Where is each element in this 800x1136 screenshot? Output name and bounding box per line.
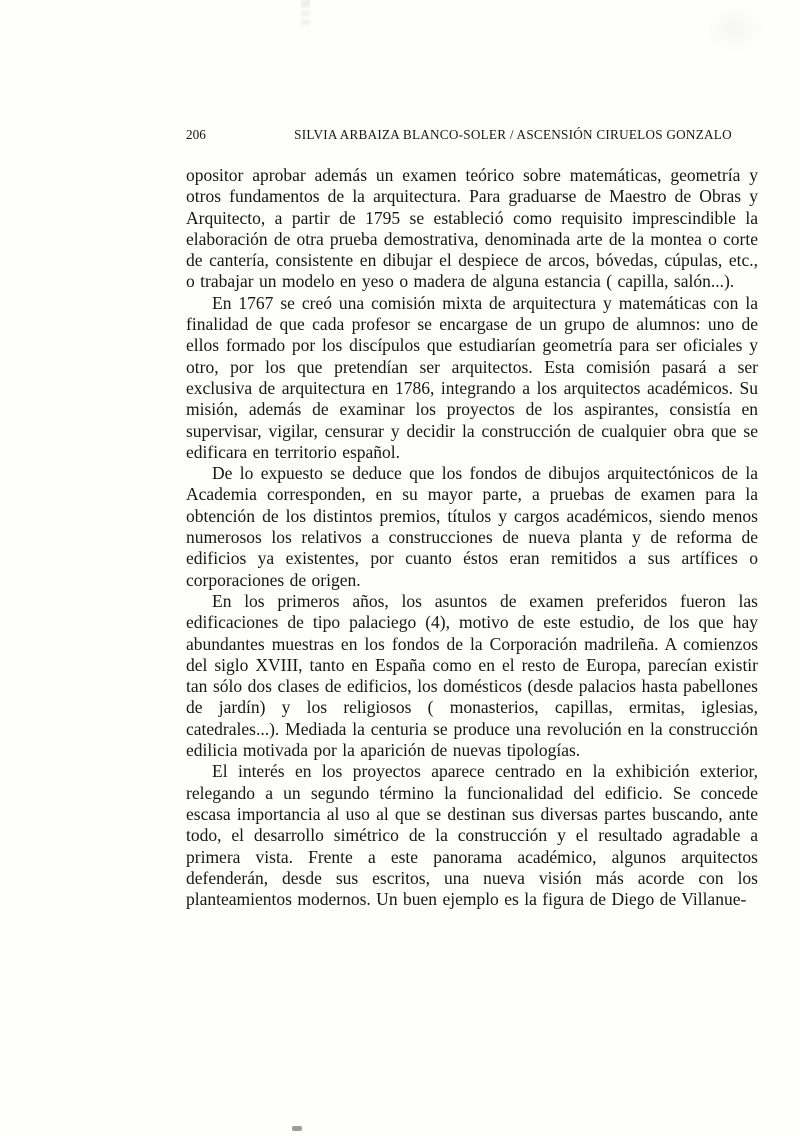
scan-artifact [292,1126,302,1131]
paragraph-3: De lo expuesto se deduce que los fondos de dibujos arquitectónicos de la Academia corresponden, en su mayor parte, a pruebas de examen para la obtención de los distintos premios, títulos y cargos académicos, siendo menos numerosos los relativos a construcciones de nueva planta y de reforma de edificios ya existentes, por cuanto éstos eran remitidos a sus artífices o corporaciones de origen. [186,463,758,590]
scan-artifact [706,6,764,52]
paragraph-1: opositor aprobar además un examen teórico sobre matemáticas, geometría y otros fundamentos de la arquitectura. Para graduarse de Maestro de Obras y Arquitecto, a partir de 1795 se estableció como requisito imprescindible la elaboración de otra prueba demostrativa, denominada arte de la montea o corte de cantería, consistente en dibujar el despiece de arcos, bóvedas, cúpulas, etc., o trabajar un modelo en yeso o madera de alguna estancia ( capilla, salón...). [186,165,758,292]
paragraph-4: En los primeros años, los asuntos de examen preferidos fueron las edificaciones de tipo palaciego (4), motivo de este estudio, de los que hay abundantes muestras en los fondos de la Corporación madrileña. A comienzos del siglo XVIII, tanto en España como en el resto de Europa, parecían existir tan sólo dos clases de edificios, los domésticos (desde palacios hasta pabellones de jardín) y los religiosos ( monasterios, capillas, ermitas, iglesias, catedrales...). Mediada la centuria se produce una revolución en la construcción edilicia motivada por la aparición de nuevas tipologías. [186,590,758,761]
running-header-title: SILVIA ARBAIZA BLANCO-SOLER / ASCENSIÓN CIRUELOS GONZALO [294,127,732,142]
paragraph-5: El interés en los proyectos aparece centrado en la exhibición exterior, relegando a un segundo término la funcionalidad del edificio. Se concede escasa importancia al uso al que se destinan sus diversas partes buscando, ante todo, el desarrollo simétrico de la construcción y el resultado agradable a primera vista. Frente a este panorama académico, algunos arquitectos defenderán, desde sus escritos, una nueva visión más acorde con los planteamientos modernos. Un buen ejemplo es la figura de Diego de Villanue- [186,761,758,910]
page-number: 206 [186,127,206,142]
running-header [186,127,760,143]
paragraph-2: En 1767 se creó una comisión mixta de arquitectura y matemáticas con la finalidad de que cada profesor se encargase de un grupo de alumnos: uno de ellos formado por los discípulos que estudiarían geometría para ser oficiales y otro, por los que pretendían ser arquitectos. Esta comisión pasará a ser exclusiva de arquitectura en 1786, integrando a los arquitectos académicos. Su misión, además de examinar los proyectos de los aspirantes, consistía en supervisar, vigilar, censurar y decidir la construcción de cualquier obra que se edificara en territorio español. [186,292,758,462]
scan-artifact [301,0,310,30]
page-body [186,165,758,910]
